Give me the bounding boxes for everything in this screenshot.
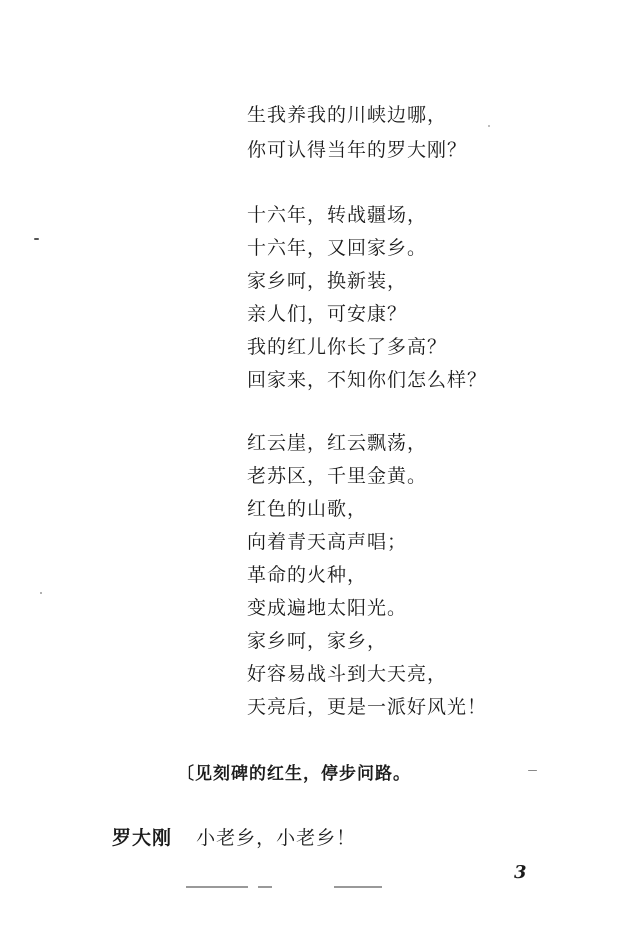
- stage-direction: 〔见刻碑的红生，停步问路。: [177, 764, 411, 784]
- poem-line: 家乡呵，换新装，: [247, 270, 408, 292]
- poem-line: 我的红儿你长了多高？: [247, 336, 448, 358]
- poem-line: 向着青天高声唱；: [247, 531, 408, 553]
- bleed-through-mark: [334, 886, 382, 888]
- poem-line: 红色的山歌，: [247, 498, 368, 520]
- poem-line: 老苏区，千里金黄。: [247, 465, 428, 487]
- dialogue-line: [112, 826, 356, 850]
- page-number: 3: [514, 862, 527, 883]
- poem-line: 十六年，转战疆场，: [247, 204, 428, 226]
- speech-text: 小老乡，小老乡！: [196, 827, 357, 849]
- poem-line: 你可认得当年的罗大刚？: [247, 139, 468, 161]
- scan-speck: [528, 770, 537, 771]
- poem-line: 十六年，又回家乡。: [247, 237, 428, 259]
- scan-speck: [488, 125, 490, 127]
- poem-line: 生我养我的川峡边哪，: [247, 104, 448, 126]
- poem-line: 好容易战斗到大天亮，: [247, 663, 448, 685]
- poem-line: 亲人们，可安康？: [247, 303, 408, 325]
- poem-line: 革命的火种，: [247, 564, 368, 586]
- scan-speck: [34, 238, 39, 240]
- speaker-name: 罗大刚: [112, 827, 173, 849]
- poem-line: 变成遍地太阳光。: [247, 597, 408, 619]
- poem-line: 家乡呵，家乡，: [247, 630, 388, 652]
- poem-line: 天亮后，更是一派好风光！: [247, 696, 488, 718]
- scan-speck: [40, 592, 42, 594]
- bleed-through-mark: [258, 886, 272, 888]
- poem-line: 红云崖，红云飘荡，: [247, 432, 428, 454]
- bleed-through-mark: [186, 886, 248, 888]
- poem-line: 回家来，不知你们怎么样？: [247, 369, 488, 391]
